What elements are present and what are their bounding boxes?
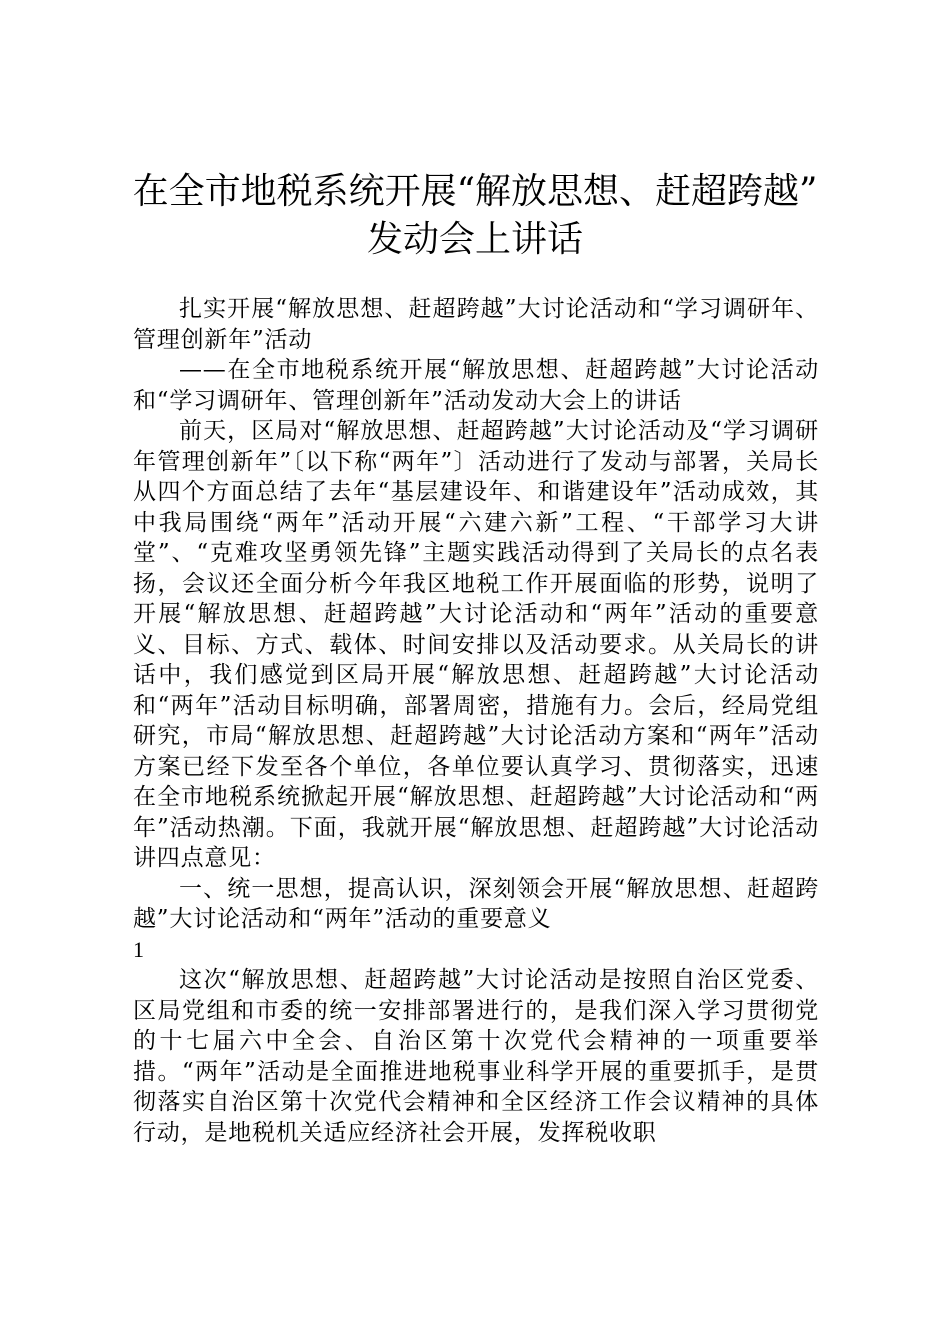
subtitle-paragraph: 扎实开展“解放思想、赶超跨越”大讨论活动和“学习调研年、管理创新年”活动 (133, 296, 819, 353)
section-heading-paragraph: 一、统一思想，提高认识，深刻领会开展“解放思想、赶超跨越”大讨论活动和“两年”活动的重要意义 (133, 875, 819, 932)
body-paragraph: 前天，区局对“解放思想、赶超跨越”大讨论活动及“学习调研年管理创新年”〔以下称“两年”〕活动进行了发动与部署，关局长从四个方面总结了去年“基层建设年、和谐建设年”活动成效，其中我局围绕“两年”活动开展“六建六新”工程、“干部学习大讲堂”、“克难攻坚勇领先锋”主题实践活动得到了关局长的点名表扬，会议还全面分析今年我区地税工作开展面临的形势，说明了开展“解放思想、赶超跨越”大讨论活动和“两年”活动的重要意义、目标、方式、载体、时间安排以及活动要求。从关局长的讲话中，我们感觉到区局开展“解放思想、赶超跨越”大讨论活动和“两年”活动目标明确，部署周密，措施有力。会后，经局党组研究，市局“解放思想、赶超跨越”大讨论活动方案和“两年”活动方案已经下发至各个单位，各单位要认真学习、贯彻落实，迅速在全市地税系统掀起开展“解放思想、赶超跨越”大讨论活动和“两年”活动热潮。下面，我就开展“解放思想、赶超跨越”大讨论活动讲四点意见： (133, 418, 819, 871)
document-body (133, 294, 819, 1148)
body-paragraph: 这次“解放思想、赶超跨越”大讨论活动是按照自治区党委、区局党组和市委的统一安排部署进行的，是我们深入学习贯彻党的十七届六中全会、自治区第十次党代会精神的一项重要举措。“两年”活动是全面推进地税事业科学开展的重要抓手，是贯彻落实自治区第十次党代会精神和全区经济工作会议精神的具体行动，是地税机关适应经济社会开展，发挥税收职 (133, 967, 819, 1146)
page-number: 1 (133, 936, 144, 962)
document-title-line-2: 发动会上讲话 (366, 219, 583, 260)
subtitle-dash-paragraph: ——在全市地税系统开展“解放思想、赶超跨越”大讨论活动和“学习调研年、管理创新年”活动发动大会上的讲话 (133, 357, 819, 414)
document-title-line-1: 在全市地税系统开展“解放思想、赶超跨越” (132, 171, 818, 212)
